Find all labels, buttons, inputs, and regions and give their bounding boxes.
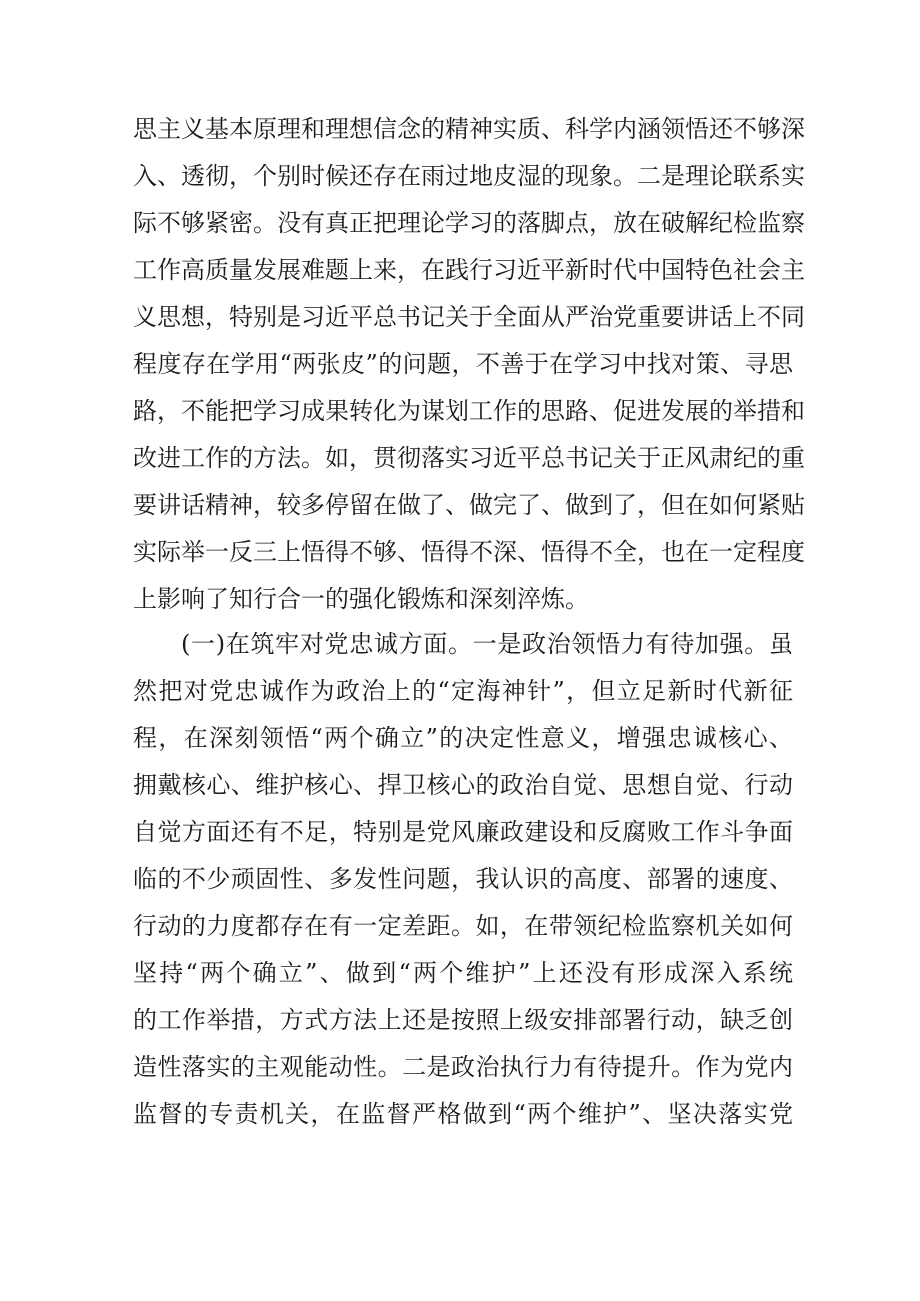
paragraph-line: (一)在筑牢对党忠诚方面。一是政治领悟力有待加强。虽: [181, 630, 793, 658]
paragraph-line: 的工作举措，方式方法上还是按照上级安排部署行动，缺乏创: [133, 1006, 793, 1034]
paragraph-line: 行动的力度都存在有一定差距。如，在带领纪检监察机关如何: [133, 912, 793, 940]
paragraph-line: 际不够紧密。没有真正把理论学习的落脚点，放在破解纪检监察: [133, 209, 805, 237]
paragraph-line: 程度存在学用“两张皮”的问题，不善于在学习中找对策、寻思: [133, 350, 793, 378]
paragraph-line: 义思想，特别是习近平总书记关于全面从严治党重要讲话上不同: [133, 303, 805, 331]
paragraph-line: 监督的专责机关，在监督严格做到“两个维护”、坚决落实党: [133, 1100, 793, 1128]
paragraph-line: 造性落实的主观能动性。二是政治执行力有待提升。作为党内: [133, 1053, 793, 1081]
paragraph-line: 改进工作的方法。如，贯彻落实习近平总书记关于正风肃纪的重: [133, 444, 805, 472]
paragraph-line: 拥戴核心、维护核心、捍卫核心的政治自觉、思想自觉、行动: [133, 771, 793, 799]
paragraph-line: 实际举一反三上悟得不够、悟得不深、悟得不全，也在一定程度: [133, 538, 805, 566]
paragraph-2: [133, 621, 793, 1138]
paragraph-line: 然把对党忠诚作为政治上的“定海神针”，但立足新时代新征: [133, 677, 793, 705]
paragraph-line: 自觉方面还有不足，特别是党风廉政建设和反腐败工作斗争面: [133, 818, 793, 846]
paragraph-1: [133, 106, 805, 623]
paragraph-line: 程，在深刻领悟“两个确立”的决定性意义，增强忠诚核心、: [133, 724, 793, 752]
paragraph-line: 临的不少顽固性、多发性问题，我认识的高度、部署的速度、: [133, 865, 793, 893]
paragraph-line: 工作高质量发展难题上来，在践行习近平新时代中国特色社会主: [133, 256, 805, 284]
paragraph-line: 要讲话精神，较多停留在做了、做完了、做到了，但在如何紧贴: [133, 491, 805, 519]
paragraph-line: 思主义基本原理和理想信念的精神实质、科学内涵领悟还不够深: [133, 115, 805, 143]
paragraph-line: 入、透彻，个别时候还存在雨过地皮湿的现象。二是理论联系实: [133, 162, 805, 190]
paragraph-line: 上影响了知行合一的强化锻炼和深刻淬炼。: [133, 585, 589, 613]
paragraph-line: 路，不能把学习成果转化为谋划工作的思路、促进发展的举措和: [133, 397, 805, 425]
paragraph-line: 坚持“两个确立”、做到“两个维护”上还没有形成深入系统: [133, 959, 793, 987]
